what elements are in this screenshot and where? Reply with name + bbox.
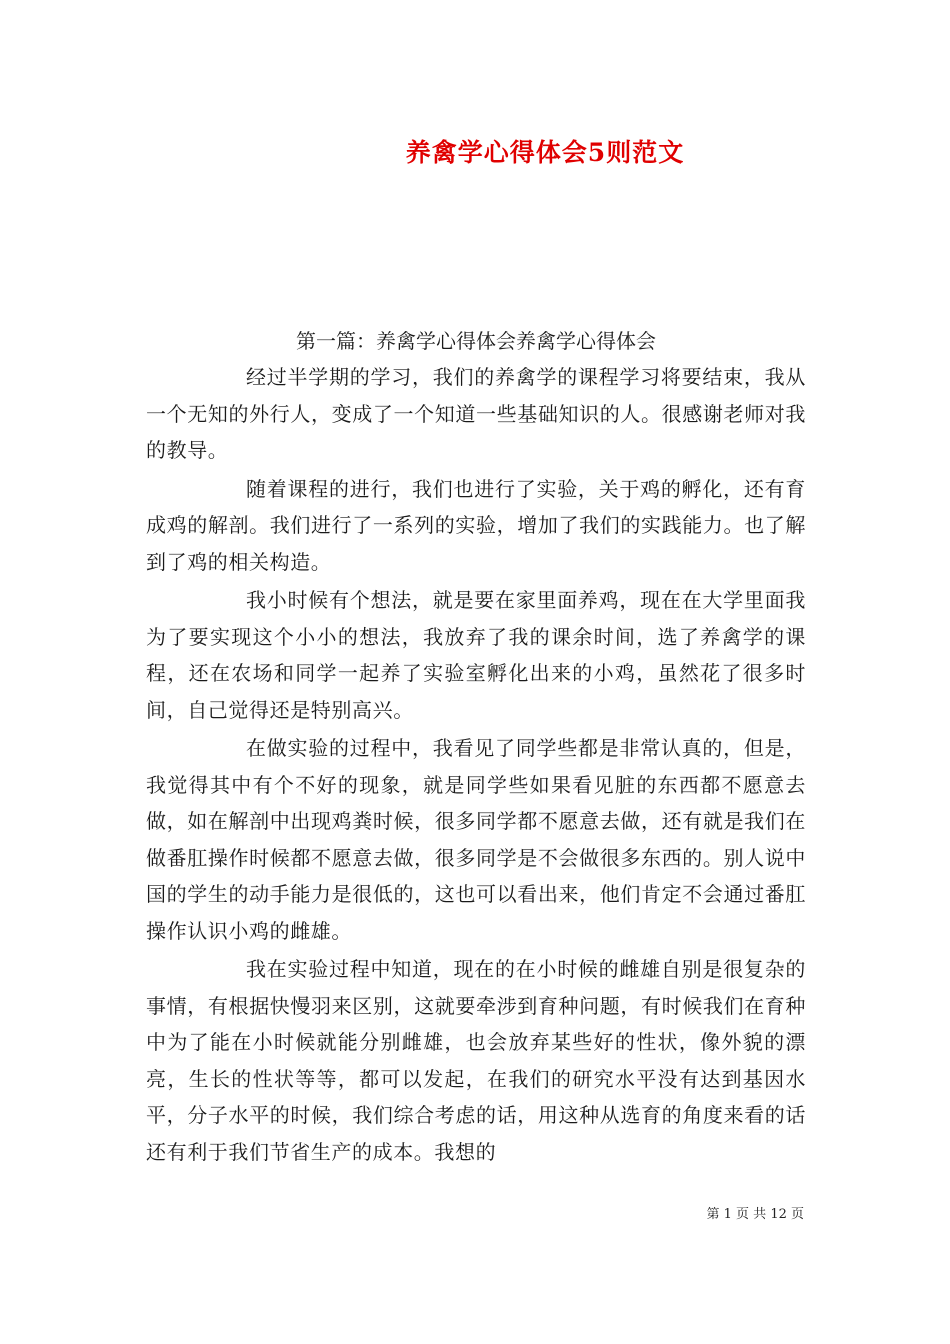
- paragraph-5: 我在实验过程中知道，现在的在小时候的雌雄自别是很复杂的事情，有根据快慢羽来区别，这就要牵涉到育种问题，有时候我们在育种中为了能在小时候就能分别雌雄，也会放弃某些好的性状，像外貌的漂亮，生长的性状等等，都可以发起，在我们的研究水平没有达到基因水平，分子水平的时候，我们综合考虑的话，用这种从选育的角度来看的话还有利于我们节省生产的成本。我想的: [146, 957, 806, 1164]
- paragraph-2: 随着课程的进行，我们也进行了实验，关于鸡的孵化，还有育成鸡的解剖。我们进行了一系列的实验，增加了我们的实践能力。也了解到了鸡的相关构造。: [146, 476, 806, 574]
- page-number-footer: 第 1 页 共 12 页: [706, 1207, 804, 1222]
- article-body: [146, 323, 806, 1172]
- section-heading: 第一篇：养禽学心得体会养禽学心得体会: [296, 329, 656, 353]
- paragraph-3: 我小时候有个想法，就是要在家里面养鸡，现在在大学里面我为了要实现这个小小的想法，我放弃了我的课余时间，选了养禽学的课程，还在农场和同学一起养了实验室孵化出来的小鸡，虽然花了很多时间，自己觉得还是特别高兴。: [146, 588, 806, 722]
- paragraph-1: 经过半学期的学习，我们的养禽学的课程学习将要结束，我从一个无知的外行人，变成了一个知道一些基础知识的人。很感谢老师对我的教导。: [146, 365, 806, 462]
- document-title: 养禽学心得体会5则范文: [405, 138, 685, 167]
- paragraph-4: 在做实验的过程中，我看见了同学些都是非常认真的，但是，我觉得其中有个不好的现象，就是同学些如果看见脏的东西都不愿意去做，如在解剖中出现鸡粪时候，很多同学都不愿意去做，还有就是我们在做番肛操作时候都不愿意去做，很多同学是不会做很多东西的。别人说中国的学生的动手能力是很低的，这也可以看出来，他们肯定不会通过番肛操作认识小鸡的雌雄。: [146, 736, 806, 943]
